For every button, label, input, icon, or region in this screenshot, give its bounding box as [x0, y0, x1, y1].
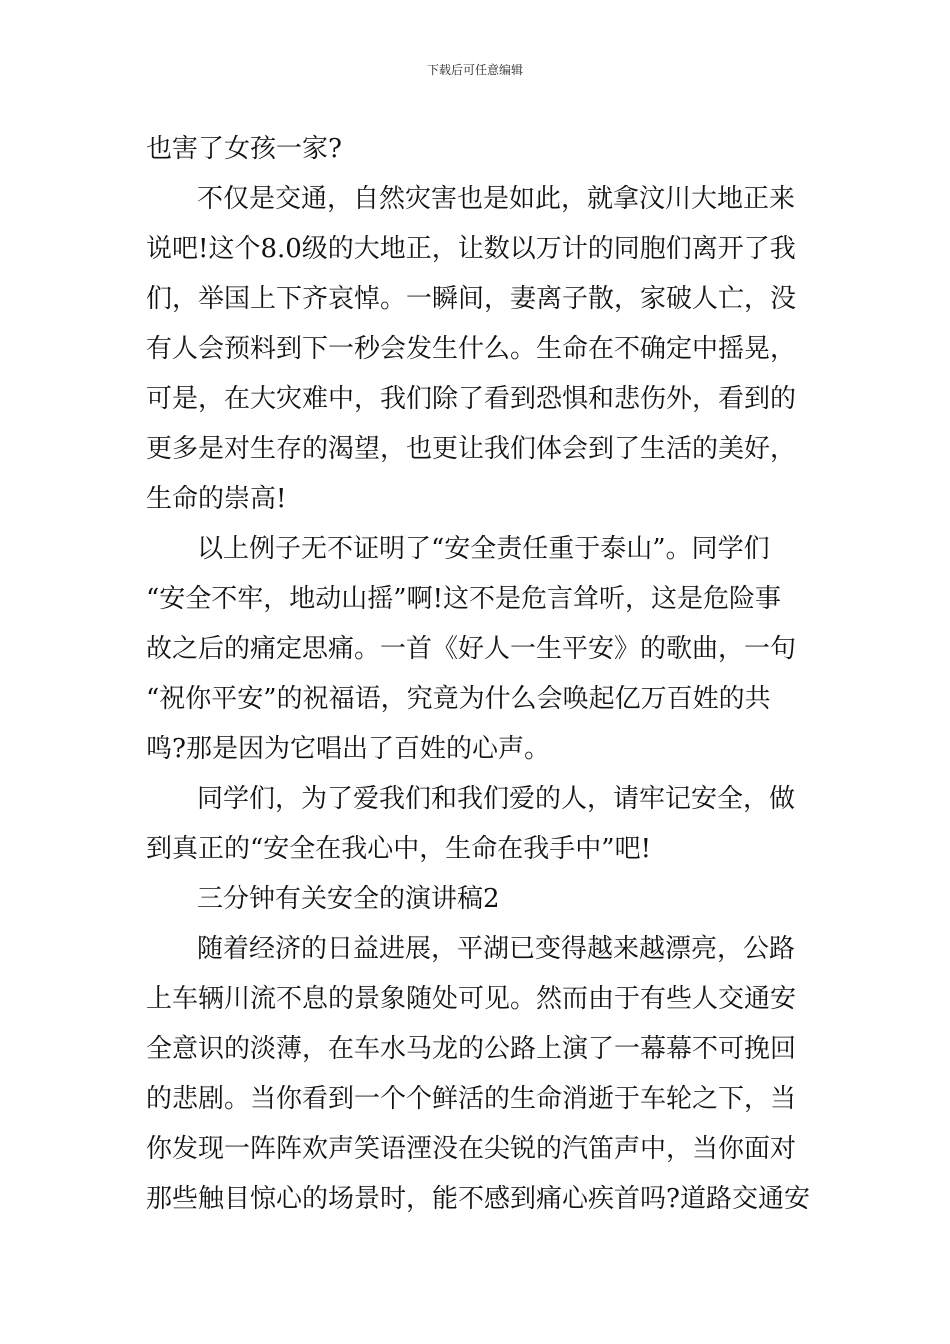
text-line: 也害了女孩一家? [146, 134, 342, 164]
text-line: 鸣?那是因为它唱出了百姓的心声。 [146, 734, 550, 764]
text-line: 你发现一阵阵欢声笑语湮没在尖锐的汽笛声中，当你面对 [146, 1134, 797, 1164]
text-line: 的悲剧。当你看到一个个鲜活的生命消逝于车轮之下，当 [146, 1084, 797, 1114]
text-line: 到真正的“安全在我心中，生命在我手中”吧! [146, 834, 652, 864]
text-line: 有人会预料到下一秒会发生什么。生命在不确定中摇晃， [146, 334, 797, 364]
document-body [146, 124, 810, 1224]
text-line: 随着经济的日益进展，平湖已变得越来越漂亮，公路 [197, 934, 796, 964]
text-line: 全意识的淡薄，在车水马龙的公路上演了一幕幕不可挽回 [146, 1034, 797, 1064]
text-line: 同学们，为了爱我们和我们爱的人，请牢记安全，做 [197, 784, 796, 814]
text-line: 们，举国上下齐哀悼。一瞬间，妻离子散，家破人亡，没 [146, 284, 797, 314]
text-line: 那些触目惊心的场景时，能不感到痛心疾首吗?道路交通安 [146, 1184, 810, 1214]
text-line: 以上例子无不证明了“安全责任重于泰山”。同学们 [197, 534, 770, 564]
text-line: 说吧!这个8.0级的大地正，让数以万计的同胞们离开了我 [146, 234, 796, 264]
text-line: “安全不牢，地动山摇”啊!这不是危言耸听，这是危险事 [146, 584, 782, 614]
text-line: 可是，在大灾难中，我们除了看到恐惧和悲伤外，看到的 [146, 384, 797, 414]
section-heading: 三分钟有关安全的演讲稿2 [197, 884, 500, 914]
text-line: “祝你平安”的祝福语，究竟为什么会唤起亿万百姓的共 [146, 684, 771, 714]
text-line: 故之后的痛定思痛。一首《好人一生平安》的歌曲，一句 [146, 634, 797, 664]
text-line: 生命的崇高! [146, 484, 287, 514]
page-header: 下载后可任意编辑 [426, 63, 523, 77]
text-line: 更多是对生存的渴望，也更让我们体会到了生活的美好， [146, 434, 797, 464]
text-line: 不仅是交通，自然灾害也是如此，就拿汶川大地正来 [197, 184, 796, 214]
text-line: 上车辆川流不息的景象随处可见。然而由于有些人交通安 [146, 984, 797, 1014]
